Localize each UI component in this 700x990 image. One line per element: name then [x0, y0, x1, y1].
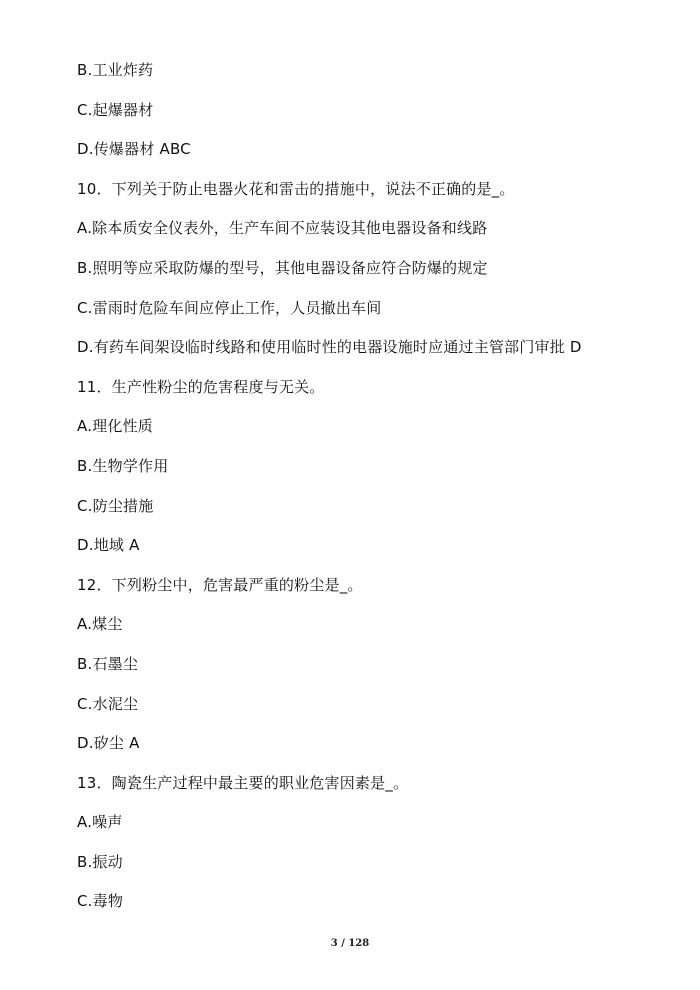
option-line: D.矽尘 A	[77, 734, 140, 753]
option-line: C.水泥尘	[77, 694, 139, 713]
option-line: A.理化性质	[77, 417, 153, 436]
option-line: C.毒物	[77, 892, 124, 911]
option-line: C.雷雨时危险车间应停止工作，人员撤出车间	[77, 298, 382, 317]
option-line: B.工业炸药	[77, 61, 154, 79]
document-body	[77, 56, 637, 927]
option-line: B.振动	[77, 852, 123, 871]
option-line: D.有药车间架设临时线路和使用临时性的电器设施时应通过主管部门审批 D	[77, 338, 582, 357]
option-line: A.除本质安全仪表外，生产车间不应装设其他电器设备和线路	[77, 219, 488, 238]
option-line: D.传爆器材 ABC	[77, 140, 191, 159]
question-line: 10．下列关于防止电器火花和雷击的措施中，说法不正确的是_。	[77, 179, 515, 198]
question-line: 13．陶瓷生产过程中最主要的职业危害因素是_。	[77, 773, 409, 792]
option-line: C.起爆器材	[77, 100, 154, 119]
option-line: A.煤尘	[77, 615, 123, 634]
page-number: 3 / 128	[330, 938, 370, 949]
option-line: B.石墨尘	[77, 654, 139, 673]
option-line: B.照明等应采取防爆的型号，其他电器设备应符合防爆的规定	[77, 258, 488, 277]
option-line: D.地域 A	[77, 536, 140, 555]
question-line: 12．下列粉尘中，危害最严重的粉尘是_。	[77, 575, 363, 594]
option-line: A.噪声	[77, 813, 123, 832]
option-line: C.防尘措施	[77, 496, 154, 515]
question-line: 11．生产性粉尘的危害程度与无关。	[77, 377, 325, 396]
option-line: B.生物学作用	[77, 456, 169, 475]
